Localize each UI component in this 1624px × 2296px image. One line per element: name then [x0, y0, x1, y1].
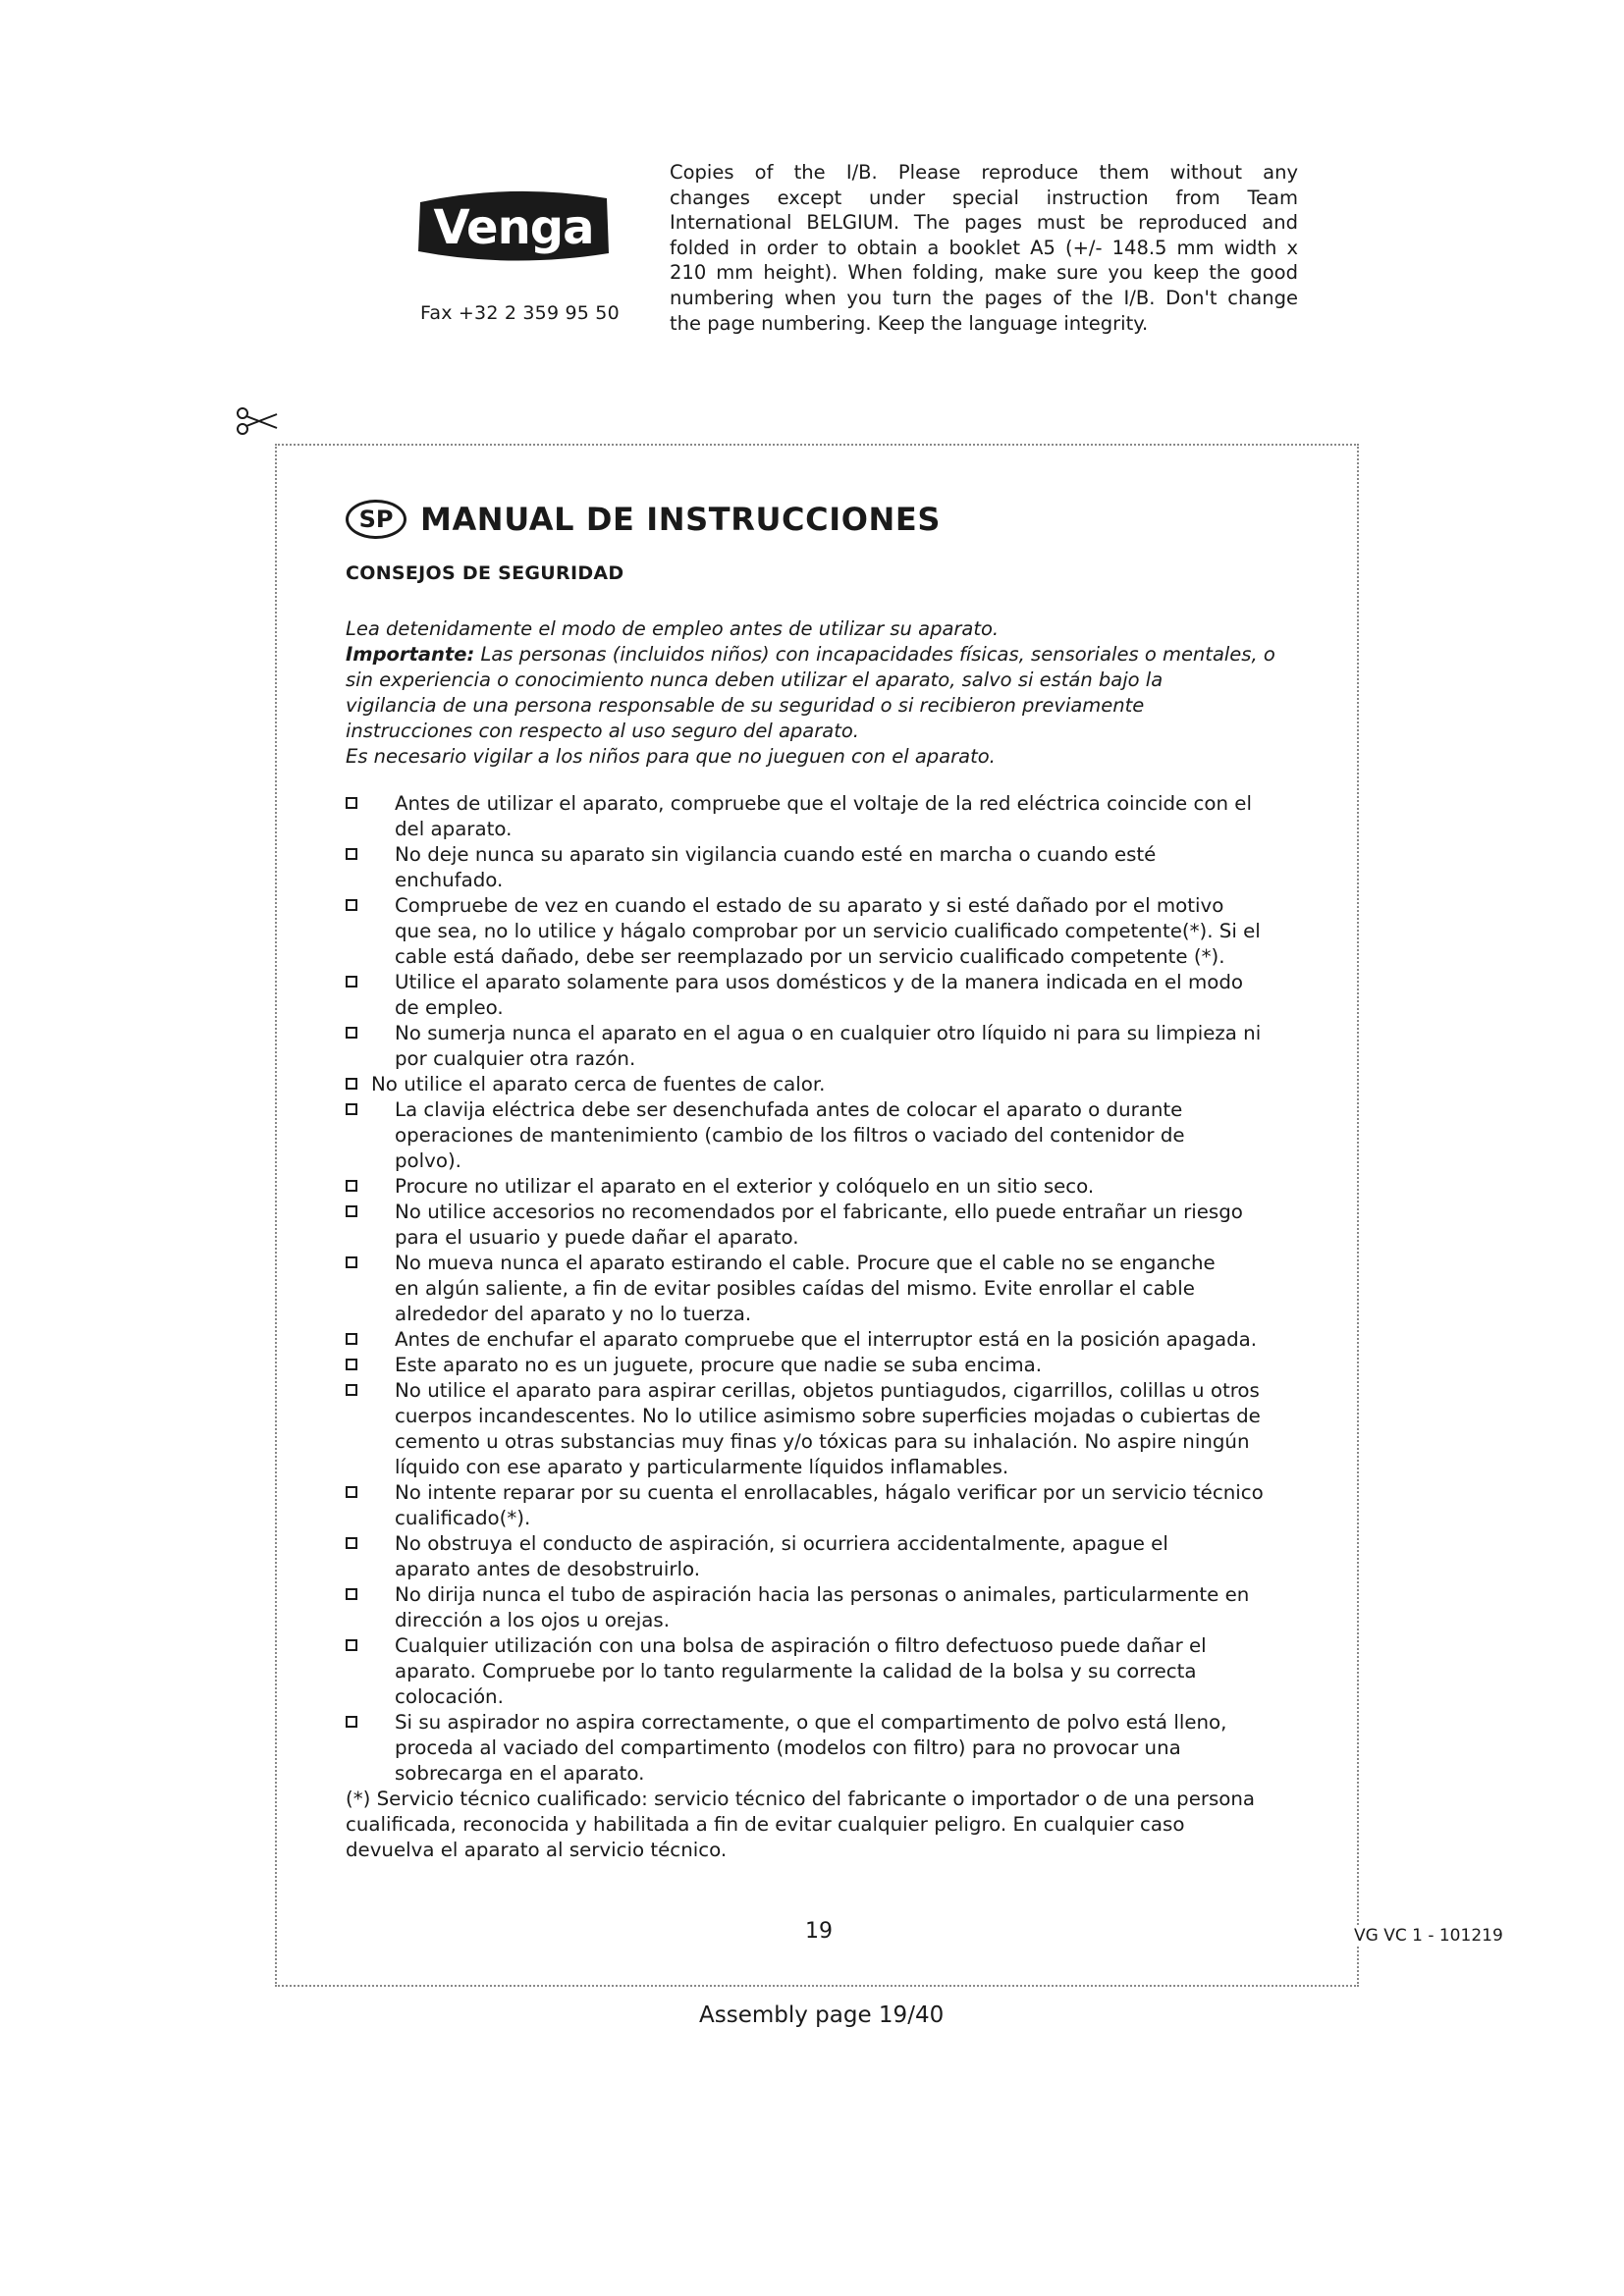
- list-item-line: No mueva nunca el aparato estirando el cable. Procure que el cable no se enganche: [395, 1252, 1216, 1274]
- list-item: [346, 1200, 1308, 1251]
- list-item: [346, 1097, 1308, 1174]
- section-title: CONSEJOS DE SEGURIDAD: [346, 562, 624, 584]
- checkbox-bullet-icon: [346, 848, 357, 860]
- note-line: Copies of the I/B. Please reproduce them without any: [670, 161, 1298, 184]
- checkbox-bullet-icon: [346, 797, 357, 809]
- note-line: International BELGIUM. The pages must be reproduced and: [670, 211, 1298, 235]
- list-item-line: dirección a los ojos u orejas.: [395, 1609, 670, 1631]
- list-item-line: Antes de utilizar el aparato, compruebe que el voltaje de la red eléctrica coincide con el: [395, 792, 1252, 815]
- list-item-line: cemento u otras substancias muy finas y/o tóxicas para su inhalación. No aspire ningún: [395, 1430, 1250, 1453]
- safety-list: [346, 791, 1308, 1787]
- important-text: Las personas (incluidos niños) con incapacidades físicas, sensoriales o mentales, o: [474, 643, 1275, 666]
- list-item-line: que sea, no lo utilice y hágalo comprobar por un servicio cualificado competente(*). Si el: [395, 920, 1261, 942]
- list-item-line: No utilice el aparato para aspirar cerillas, objetos puntiagudos, cigarrillos, colillas u otros: [395, 1379, 1260, 1402]
- list-item-line: alrededor del aparato y no lo tuerza.: [395, 1303, 752, 1325]
- checkbox-bullet-icon: [346, 899, 357, 911]
- list-item-line: No utilice el aparato cerca de fuentes de calor.: [371, 1073, 826, 1095]
- list-item-line: Este aparato no es un juguete, procure que nadie se suba encima.: [395, 1354, 1043, 1376]
- list-item-line: Compruebe de vez en cuando el estado de su aparato y si esté dañado por el motivo: [395, 894, 1224, 917]
- list-item: [346, 1710, 1308, 1787]
- list-item: [346, 1353, 1308, 1378]
- assembly-page: Assembly page 19/40: [699, 2002, 945, 2028]
- manual-title: MANUAL DE INSTRUCCIONES: [420, 501, 942, 538]
- list-item: [346, 1174, 1308, 1200]
- list-item-line: aparato antes de desobstruirlo.: [395, 1558, 700, 1580]
- list-item: [346, 1378, 1308, 1480]
- list-item: [346, 842, 1308, 893]
- checkbox-bullet-icon: [346, 1486, 357, 1498]
- checkbox-bullet-icon: [346, 1639, 357, 1651]
- checkbox-bullet-icon: [346, 1716, 357, 1728]
- checkbox-bullet-icon: [346, 1027, 357, 1039]
- list-item-line: No obstruya el conducto de aspiración, si ocurriera accidentalmente, apague el: [395, 1532, 1168, 1555]
- footnote-line: (*) Servicio técnico cualificado: servicio técnico del fabricante o importador o de una persona: [346, 1788, 1256, 1810]
- footnote-line: devuelva el aparato al servicio técnico.: [346, 1839, 728, 1861]
- note-line: folded in order to obtain a booklet A5 (+/- 148.5 mm width x: [670, 236, 1298, 259]
- list-item-line: sobrecarga en el aparato.: [395, 1762, 645, 1785]
- list-item-line: La clavija eléctrica debe ser desenchufada antes de colocar el aparato o durante: [395, 1098, 1183, 1121]
- venga-logo: [412, 185, 615, 265]
- list-item-line: operaciones de mantenimiento (cambio de los filtros o vaciado del contenidor de: [395, 1124, 1185, 1147]
- list-item-line: en algún saliente, a fin de evitar posibles caídas del mismo. Evite enrollar el cable: [395, 1277, 1195, 1300]
- list-item-line: Procure no utilizar el aparato en el exterior y colóquelo en un sitio seco.: [395, 1175, 1095, 1198]
- footnote: [346, 1787, 1308, 1863]
- manual-title-row: [346, 496, 941, 543]
- page-number: 19: [805, 1919, 833, 1944]
- checkbox-bullet-icon: [346, 1359, 357, 1370]
- list-item: [346, 1633, 1308, 1710]
- list-item-line: para el usuario y puede dañar el aparato.: [395, 1226, 799, 1249]
- checkbox-bullet-icon: [346, 976, 357, 988]
- list-item-line: colocación.: [395, 1685, 504, 1708]
- list-item-line: polvo).: [395, 1149, 461, 1172]
- list-item-line: No utilice accesorios no recomendados por el fabricante, ello puede entrañar un riesgo: [395, 1201, 1243, 1223]
- fax-number: Fax +32 2 359 95 50: [420, 302, 620, 324]
- list-item-line: proceda al vaciado del compartimento (modelos con filtro) para no provocar una: [395, 1736, 1181, 1759]
- intro-line: vigilancia de una persona responsable de su seguridad o si recibieron previamente: [346, 694, 1145, 717]
- checkbox-bullet-icon: [346, 1078, 357, 1090]
- list-item: [346, 1021, 1308, 1072]
- intro-line: Es necesario vigilar a los niños para que no jueguen con el aparato.: [346, 745, 996, 768]
- list-item-line: No sumerja nunca el aparato en el agua o en cualquier otro líquido ni para su limpieza ni: [395, 1022, 1262, 1044]
- intro-paragraph: [346, 616, 1288, 770]
- list-item-line: aparato. Compruebe por lo tanto regularmente la calidad de la bolsa y su correcta: [395, 1660, 1197, 1682]
- list-item-line: Si su aspirador no aspira correctamente, o que el compartimento de polvo está lleno,: [395, 1711, 1227, 1734]
- list-item-line: líquido con ese aparato y particularmente líquidos inflamables.: [395, 1456, 1009, 1478]
- note-line: 210 mm height). When folding, make sure you keep the good: [670, 261, 1298, 285]
- list-item: [346, 970, 1308, 1021]
- scissors-icon: [236, 404, 281, 438]
- svg-text:Venga: Venga: [433, 200, 594, 255]
- checkbox-bullet-icon: [346, 1384, 357, 1396]
- checkbox-bullet-icon: [346, 1333, 357, 1345]
- checkbox-bullet-icon: [346, 1205, 357, 1217]
- list-item-line: Antes de enchufar el aparato compruebe que el interruptor está en la posición apagada.: [395, 1328, 1258, 1351]
- list-item-line: No deje nunca su aparato sin vigilancia cuando esté en marcha o cuando esté: [395, 843, 1157, 866]
- list-item: [346, 1582, 1308, 1633]
- language-badge: SP: [346, 500, 406, 539]
- list-item: [346, 1531, 1308, 1582]
- intro-important: [346, 642, 1288, 667]
- list-item-line: Utilice el aparato solamente para usos domésticos y de la manera indicada en el modo: [395, 971, 1244, 993]
- list-item: [346, 1251, 1308, 1327]
- list-item: [346, 1072, 1308, 1097]
- note-line: changes except under special instruction from Team: [670, 186, 1298, 209]
- note-line: numbering when you turn the pages of the I/B. Don't change: [670, 286, 1298, 309]
- list-item-line: Cualquier utilización con una bolsa de aspiración o filtro defectuoso puede dañar el: [395, 1634, 1207, 1657]
- list-item: [346, 791, 1308, 842]
- list-item-line: No dirija nunca el tubo de aspiración hacia las personas o animales, particularmente en: [395, 1583, 1250, 1606]
- intro-line: instrucciones con respecto al uso seguro del aparato.: [346, 720, 859, 742]
- list-item-line: enchufado.: [395, 869, 504, 891]
- checkbox-bullet-icon: [346, 1256, 357, 1268]
- list-item-line: cable está dañado, debe ser reemplazado por un servicio cualificado competente (*).: [395, 945, 1225, 968]
- list-item-line: por cualquier otra razón.: [395, 1047, 636, 1070]
- list-item-line: No intente reparar por su cuenta el enrollacables, hágalo verificar por un servicio técnico: [395, 1481, 1264, 1504]
- list-item: [346, 1327, 1308, 1353]
- list-item-line: cuerpos incandescentes. No lo utilice asimismo sobre superficies mojadas o cubiertas de: [395, 1405, 1261, 1427]
- intro-line: sin experiencia o conocimiento nunca deben utilizar el aparato, salvo si están bajo la: [346, 668, 1164, 691]
- list-item-line: cualificado(*).: [395, 1507, 531, 1529]
- list-item: [346, 1480, 1308, 1531]
- important-label: Importante:: [346, 643, 475, 666]
- footnote-line: cualificada, reconocida y habilitada a fin de evitar cualquier peligro. En cualquier caso: [346, 1813, 1185, 1836]
- reproduction-instructions: [670, 160, 1298, 336]
- intro-read: Lea detenidamente el modo de empleo antes de utilizar su aparato.: [346, 617, 1000, 640]
- model-code: VG VC 1 - 101219: [1354, 1926, 1503, 1946]
- checkbox-bullet-icon: [346, 1588, 357, 1600]
- list-item: [346, 893, 1308, 970]
- checkbox-bullet-icon: [346, 1103, 357, 1115]
- list-item-line: del aparato.: [395, 818, 513, 840]
- checkbox-bullet-icon: [346, 1537, 357, 1549]
- list-item-line: de empleo.: [395, 996, 504, 1019]
- note-line: the page numbering. Keep the language integrity.: [670, 311, 1149, 335]
- checkbox-bullet-icon: [346, 1180, 357, 1192]
